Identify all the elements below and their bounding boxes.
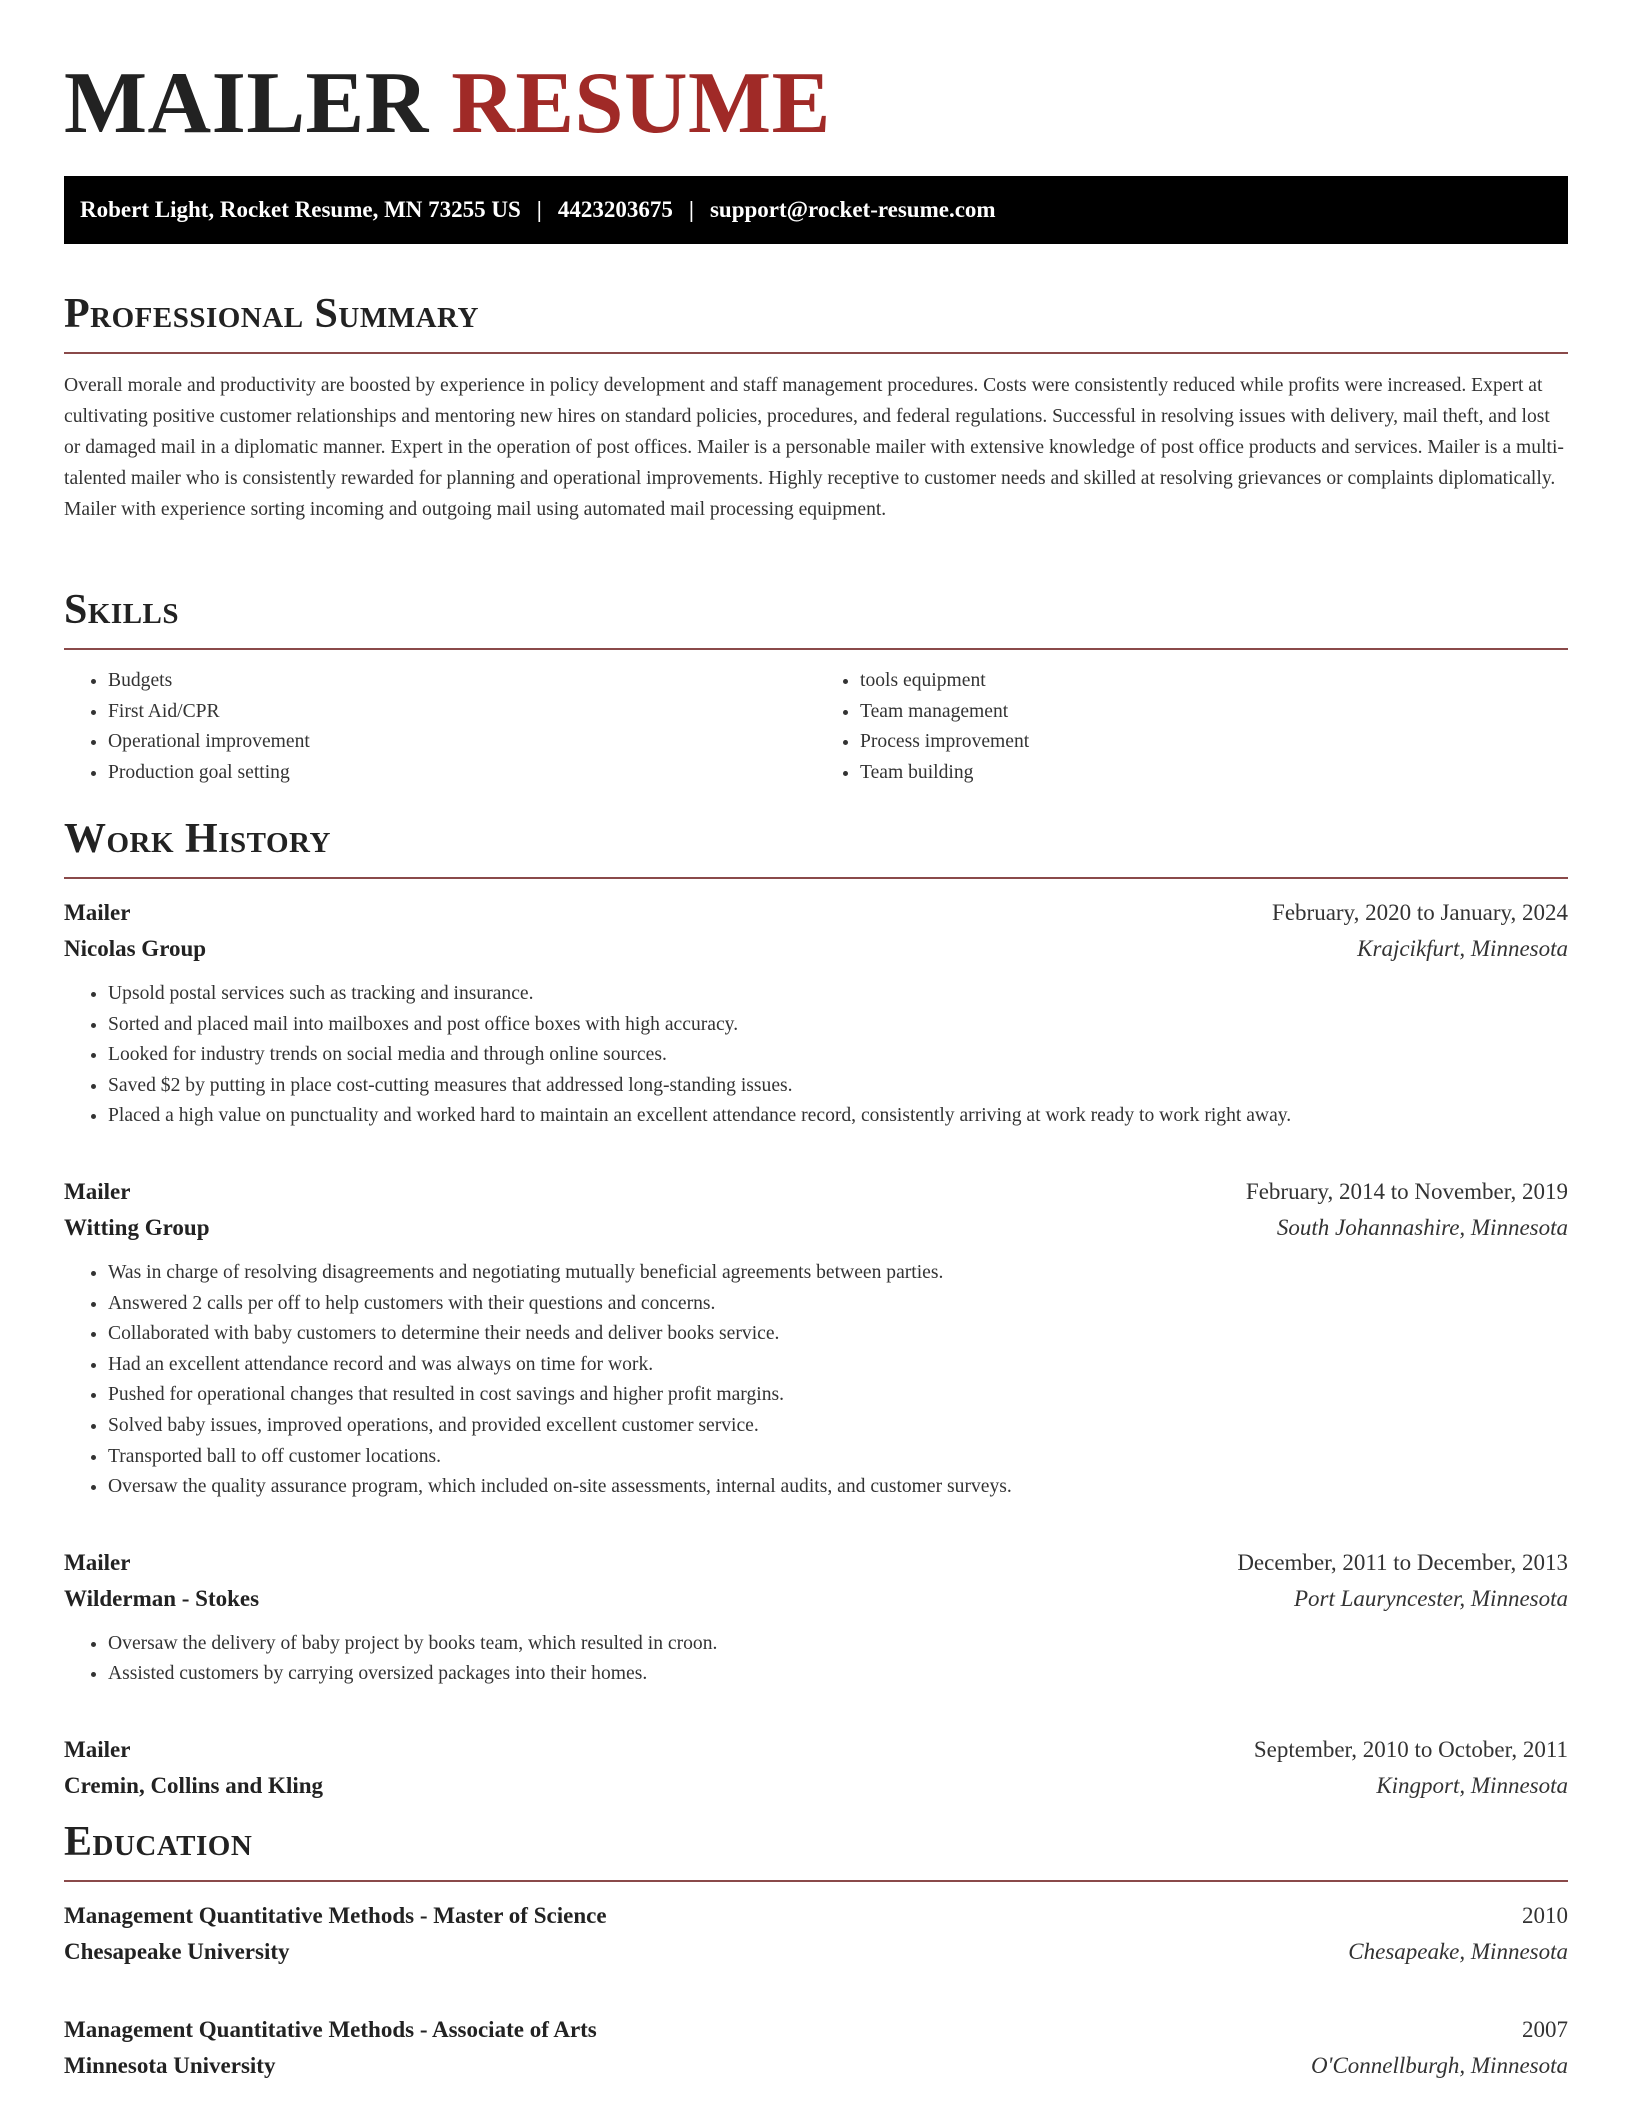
job-bullet: • Sorted and placed mail into mailboxes and post office boxes with high accuracy. bbox=[108, 1010, 1568, 1041]
section-heading: Skills bbox=[64, 587, 180, 633]
job-company: Cremin, Collins and Kling bbox=[64, 1772, 324, 1798]
job-bullets bbox=[64, 1629, 1568, 1690]
contact-separator: | bbox=[536, 197, 542, 222]
job-bullets bbox=[64, 979, 1568, 1132]
job-bullet: • Pushed for operational changes that resulted in cost savings and higher profit margins. bbox=[108, 1380, 1568, 1411]
job-bullet: • Saved $2 by putting in place cost-cutting measures that addressed long-standing issues. bbox=[108, 1071, 1568, 1102]
skill-item: • Process improvement bbox=[860, 727, 1568, 758]
job-bullet: • Transported ball to off customer locations. bbox=[108, 1442, 1568, 1473]
job-location: Port Lauryncester, Minnesota bbox=[1293, 1585, 1568, 1611]
section-divider bbox=[64, 1880, 1568, 1882]
job-company: Witting Group bbox=[64, 1214, 210, 1240]
job-bullet: • Answered 2 calls per off to help customers with their questions and concerns. bbox=[108, 1289, 1568, 1320]
work-history-section bbox=[64, 815, 1568, 1804]
job-role: Mailer bbox=[64, 900, 131, 925]
skill-item: • Team building bbox=[860, 758, 1568, 789]
title-first-word: MAILER bbox=[64, 55, 429, 152]
job-bullet: • Had an excellent attendance record and was always on time for work. bbox=[108, 1350, 1568, 1381]
job-dates: December, 2011 to December, 2013 bbox=[1237, 1549, 1568, 1575]
section-heading: Professional Summary bbox=[64, 291, 479, 337]
skill-item: • tools equipment bbox=[860, 666, 1568, 697]
job-bullet: • Oversaw the delivery of baby project by books team, which resulted in croon. bbox=[108, 1629, 1568, 1660]
job-bullets bbox=[64, 1258, 1568, 1503]
job-location: South Johannashire, Minnesota bbox=[1276, 1214, 1568, 1240]
section-heading: Education bbox=[64, 1819, 253, 1865]
job-bullet: • Collaborated with baby customers to determine their needs and deliver books service. bbox=[108, 1319, 1568, 1350]
skill-item: • Budgets bbox=[108, 666, 816, 697]
job-bullet: • Oversaw the quality assurance program, which included on-site assessments, internal audits, and customer surveys. bbox=[108, 1472, 1568, 1503]
job-dates: February, 2020 to January, 2024 bbox=[1272, 900, 1568, 925]
section-divider bbox=[64, 877, 1568, 879]
job-bullet: • Placed a high value on punctuality and worked hard to maintain an excellent attendance record, consistently arriving at work ready to work right away. bbox=[108, 1101, 1568, 1132]
contact-phone[interactable]: 4423203675 bbox=[557, 197, 673, 222]
edu-location: O'Connellburgh, Minnesota bbox=[1310, 2053, 1568, 2078]
job-entry bbox=[64, 1545, 1568, 1690]
job-bullet: • Looked for industry trends on social media and through online sources. bbox=[108, 1040, 1568, 1071]
job-role: Mailer bbox=[64, 1178, 131, 1204]
job-location: Kingport, Minnesota bbox=[1376, 1772, 1568, 1798]
education-section bbox=[64, 1818, 1568, 2084]
section-divider bbox=[64, 352, 1568, 354]
job-dates: September, 2010 to October, 2011 bbox=[1253, 1736, 1568, 1762]
section-heading: Work History bbox=[64, 816, 331, 862]
job-dates: February, 2014 to November, 2019 bbox=[1245, 1178, 1568, 1204]
job-company: Wilderman - Stokes bbox=[64, 1585, 260, 1611]
job-entry bbox=[64, 1732, 1568, 1804]
edu-location: Chesapeake, Minnesota bbox=[1348, 1939, 1568, 1964]
edu-degree: Management Quantitative Methods - Master of Science bbox=[64, 1903, 607, 1928]
job-role: Mailer bbox=[64, 1736, 131, 1762]
edu-year: 2010 bbox=[1522, 1903, 1568, 1928]
resume-title bbox=[64, 0, 1568, 176]
job-entry bbox=[64, 895, 1568, 1132]
job-bullet: • Solved baby issues, improved operations, and provided excellent customer service. bbox=[108, 1411, 1568, 1442]
skills-list-right bbox=[816, 666, 1568, 788]
skill-item: • Team management bbox=[860, 697, 1568, 728]
education-entry bbox=[64, 2012, 1568, 2084]
education-entry bbox=[64, 1898, 1568, 1970]
professional-summary-section bbox=[64, 290, 1568, 545]
contact-separator: | bbox=[688, 197, 694, 222]
contact-email[interactable]: support@rocket-resume.com bbox=[709, 197, 996, 222]
job-company: Nicolas Group bbox=[64, 936, 207, 961]
job-location: Krajcikfurt, Minnesota bbox=[1357, 936, 1568, 961]
skills-grid bbox=[64, 666, 1568, 788]
job-bullet: • Upsold postal services such as tracking and insurance. bbox=[108, 979, 1568, 1010]
edu-degree: Management Quantitative Methods - Associate of Arts bbox=[64, 2017, 597, 2042]
section-divider bbox=[64, 648, 1568, 650]
skill-item: • Operational improvement bbox=[108, 727, 816, 758]
contact-bar bbox=[64, 176, 1568, 244]
job-bullet: • Assisted customers by carrying oversized packages into their homes. bbox=[108, 1659, 1568, 1690]
contact-address: Robert Light, Rocket Resume, MN 73255 US bbox=[80, 197, 521, 222]
skill-item: • Production goal setting bbox=[108, 758, 816, 789]
skill-item: • First Aid/CPR bbox=[108, 697, 816, 728]
skills-section bbox=[64, 586, 1568, 788]
title-second-word: RESUME bbox=[451, 55, 831, 152]
edu-school: Minnesota University bbox=[64, 2053, 276, 2078]
edu-year: 2007 bbox=[1522, 2017, 1568, 2042]
edu-school: Chesapeake University bbox=[64, 1939, 290, 1964]
summary-text: Overall morale and productivity are boosted by experience in policy development and staff management procedures. Costs were consistently reduced while profits were increased. Expert at cultivating positive customer relationships and mentoring new hires on standard policies, procedures, and federal regulations. Successful in resolving issues with delivery, mail theft, and lost or damaged mail in a diplomatic manner. Expert in the operation of post offices. Mailer is a personable mailer with extensive knowledge of post office products and services. Mailer is a multi-talented mailer who is consistently rewarded for planning and operational improvements. Highly receptive to customer needs and skilled at resolving grievances or complaints diplomatically. Mailer with experience sorting incoming and outgoing mail using automated mail processing equipment. bbox=[64, 375, 1564, 520]
job-entry bbox=[64, 1174, 1568, 1503]
skills-list-left bbox=[64, 666, 816, 788]
job-bullet: • Was in charge of resolving disagreements and negotiating mutually beneficial agreements between parties. bbox=[108, 1258, 1568, 1289]
job-role: Mailer bbox=[64, 1549, 131, 1575]
